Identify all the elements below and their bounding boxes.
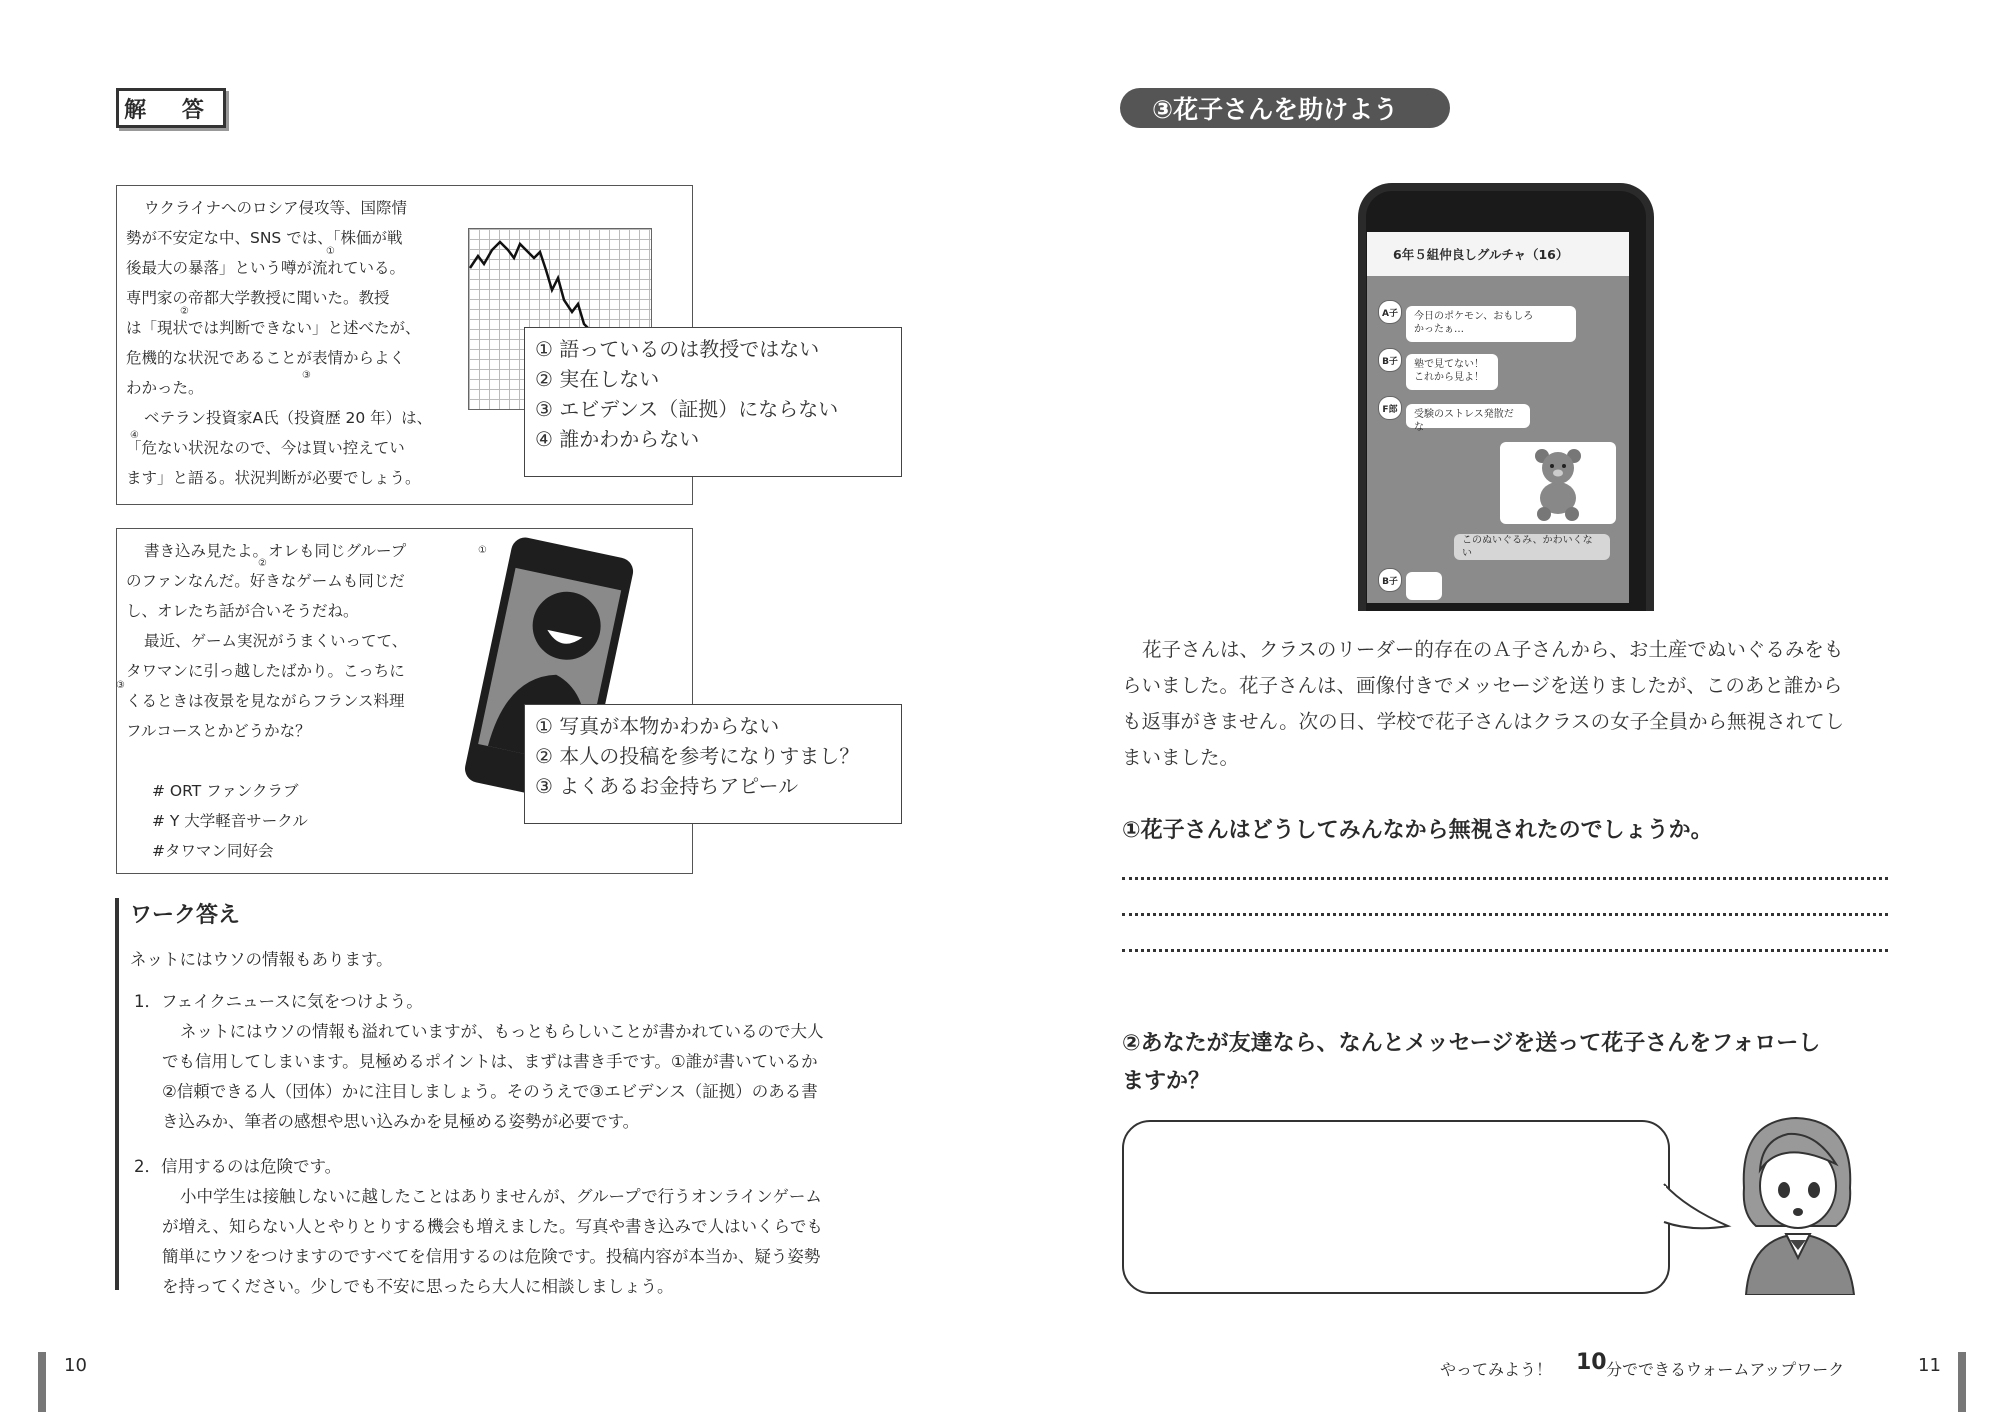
text-line: 勢が不安定な中、SNS では、「株価が戦 xyxy=(126,229,403,247)
text-line: らいました。花子さんは、画像付きでメッセージを送りましたが、このあと誰から xyxy=(1122,674,1843,697)
chat-text: 今日のポケモン、おもしろ xyxy=(1414,311,1534,322)
note-marker: ③ xyxy=(302,370,311,381)
callout-line: ① 写真が本物かわからない xyxy=(535,714,780,738)
text-line: 後最大の暴落」という噂が流れている。 xyxy=(126,259,406,277)
text-line: は「現状では判断できない」と述べたが、 xyxy=(126,319,421,337)
answer-box-2-text xyxy=(126,536,436,866)
own-chat-bubble: このぬいぐるみ、かわいくない xyxy=(1454,534,1610,560)
text-line: ウクライナへのロシア侵攻等、国際情 xyxy=(144,199,408,217)
note-marker: ④ xyxy=(130,430,139,441)
work-item-2-body xyxy=(162,1182,892,1302)
footer-title-number: 10 xyxy=(1576,1350,1607,1375)
note-marker: ① xyxy=(478,545,487,556)
work-intro: ネットにはウソの情報もあります。 xyxy=(130,950,393,969)
avatar: F郎 xyxy=(1378,396,1402,420)
chat-bubble xyxy=(1406,306,1576,342)
callout-line: ② 本人の投稿を参考になりすまし？ xyxy=(535,744,860,768)
text-line: 簡単にウソをつけますのですべてを信用するのは危険です。投稿内容が本当か、疑う姿勢 xyxy=(162,1247,821,1266)
text-line: ②信頼できる人（団体）かに注目しましょう。そのうえで③エビデンス（証拠）のある書 xyxy=(162,1082,818,1101)
text-line: 書き込み見たよ。オレも同じグループ xyxy=(144,542,407,560)
work-answer-bar xyxy=(115,898,119,1290)
answer-heading: 解 答 xyxy=(116,88,226,128)
image-bubble xyxy=(1500,442,1616,524)
hashtag: # Y 大学軽音サークル xyxy=(152,812,308,830)
chat-header: 6年５組仲良しグルチャ（16） xyxy=(1367,232,1629,276)
text-line: くるときは夜景を見ながらフランス料理 xyxy=(126,692,405,710)
answer-box-1-text xyxy=(126,193,436,493)
question-2-line: ますか？ xyxy=(1122,1069,1211,1094)
footer-label: やってみよう！ xyxy=(1440,1360,1553,1379)
text-line: フルコースとかどうかな？ xyxy=(126,722,311,740)
avatar: A子 xyxy=(1378,300,1402,324)
text-line: ネットにはウソの情報も溢れていますが、もっともらしいことが書かれているので大人 xyxy=(180,1022,824,1041)
text-line: 花子さんは、クラスのリーダー的存在のＡ子さんから、お土産でぬいぐるみをも xyxy=(1142,638,1844,661)
callout-box-2 xyxy=(524,704,902,824)
question-1: ①花子さんはどうしてみんなから無視されたのでしょうか。 xyxy=(1122,818,1713,843)
text-line: 危機的な状況であることが表情からよく xyxy=(126,349,406,367)
avatar: B子 xyxy=(1378,568,1402,592)
answer-speech-box[interactable] xyxy=(1122,1120,1670,1294)
question-2 xyxy=(1122,1025,1820,1101)
page-number-left: 10 xyxy=(64,1355,87,1376)
text-line: を持ってください。少しでも不安に思ったら大人に相談しましょう。 xyxy=(162,1277,674,1296)
work-item-2-title: 2．信用するのは危険です。 xyxy=(134,1157,342,1176)
chat-text: これから見よ！ xyxy=(1414,372,1484,383)
chat-bubble xyxy=(1406,404,1530,433)
chat-bubble xyxy=(1406,572,1442,600)
answer-line[interactable] xyxy=(1122,877,1888,880)
page-edge-bar xyxy=(1958,1352,1966,1412)
callout-line: ④ 誰かわからない xyxy=(535,427,700,451)
text-line: ベテラン投資家A氏（投資歴 20 年）は、 xyxy=(144,409,433,427)
chat-bubble xyxy=(1406,354,1498,390)
chat-text: かったぁ… xyxy=(1414,324,1464,335)
text-line: 小中学生は接触しないに越したことはありませんが、グループで行うオンラインゲーム xyxy=(180,1187,822,1206)
note-marker: ③ xyxy=(116,680,125,691)
section-title: ③花子さんを助けよう xyxy=(1120,88,1450,128)
text-line: 最近、ゲーム実況がうまくいってて、 xyxy=(144,632,408,650)
note-marker: ② xyxy=(258,558,267,569)
story-text xyxy=(1122,632,1890,776)
page-edge-bar xyxy=(38,1352,46,1412)
text-line: のファンなんだ。好きなゲームも同じだ xyxy=(126,572,405,590)
girl-character-illustration xyxy=(1732,1110,1862,1295)
chat-text: 受験のストレス発散だな xyxy=(1414,409,1514,433)
text-line: き込みか、筆者の感想や思い込みかを見極める姿勢が必要です。 xyxy=(162,1112,640,1131)
text-line: でも信用してしまいます。見極めるポイントは、まずは書き手です。①誰が書いているか xyxy=(162,1052,818,1071)
footer-title: 分でできるウォームアップワーク xyxy=(1606,1360,1845,1379)
callout-box-1 xyxy=(524,327,902,477)
note-marker: ① xyxy=(326,246,335,257)
text-line: ます」と語る。状況判断が必要でしょう。 xyxy=(126,469,421,487)
answer-line[interactable] xyxy=(1122,949,1888,952)
speech-tail xyxy=(1662,1180,1732,1240)
work-item-1-body xyxy=(162,1017,892,1137)
callout-line: ① 語っているのは教授ではない xyxy=(535,337,820,361)
hashtag: #タワマン同好会 xyxy=(152,842,274,860)
answer-line[interactable] xyxy=(1122,913,1888,916)
work-item-1-title: 1．フェイクニュースに気をつけよう。 xyxy=(134,992,423,1011)
text-line: まいました。 xyxy=(1122,746,1240,769)
page-number-right: 11 xyxy=(1918,1355,1941,1376)
text-line: 「危ない状況なので、今は買い控えてい xyxy=(126,439,405,457)
callout-line: ③ よくあるお金持ちアピール xyxy=(535,774,799,798)
note-marker: ② xyxy=(180,306,189,317)
text-line: 専門家の帝都大学教授に聞いた。教授 xyxy=(126,289,390,307)
text-line: し、オレたち話が合いそうだね。 xyxy=(126,602,359,620)
callout-line: ② 実在しない xyxy=(535,367,660,391)
text-line: が増え、知らない人とやりとりする機会も増えました。写真や書き込みで人はいくらでも xyxy=(162,1217,823,1236)
question-2-line: ②あなたが友達なら、なんとメッセージを送って花子さんをフォローし xyxy=(1122,1031,1821,1056)
avatar: B子 xyxy=(1378,348,1402,372)
chat-text: 塾で見てない！ xyxy=(1414,359,1484,370)
text-line: わかった。 xyxy=(126,379,204,397)
hashtag: # ORT ファンクラブ xyxy=(152,782,299,800)
callout-line: ③ エビデンス（証拠）にならない xyxy=(535,397,839,421)
text-line: タワマンに引っ越したばかり。こっちに xyxy=(126,662,405,680)
teddy-bear-image xyxy=(1500,442,1616,524)
text-line: も返事がきません。次の日、学校で花子さんはクラスの女子全員から無視されてし xyxy=(1122,710,1845,733)
work-answer-title: ワーク答え xyxy=(130,903,241,928)
